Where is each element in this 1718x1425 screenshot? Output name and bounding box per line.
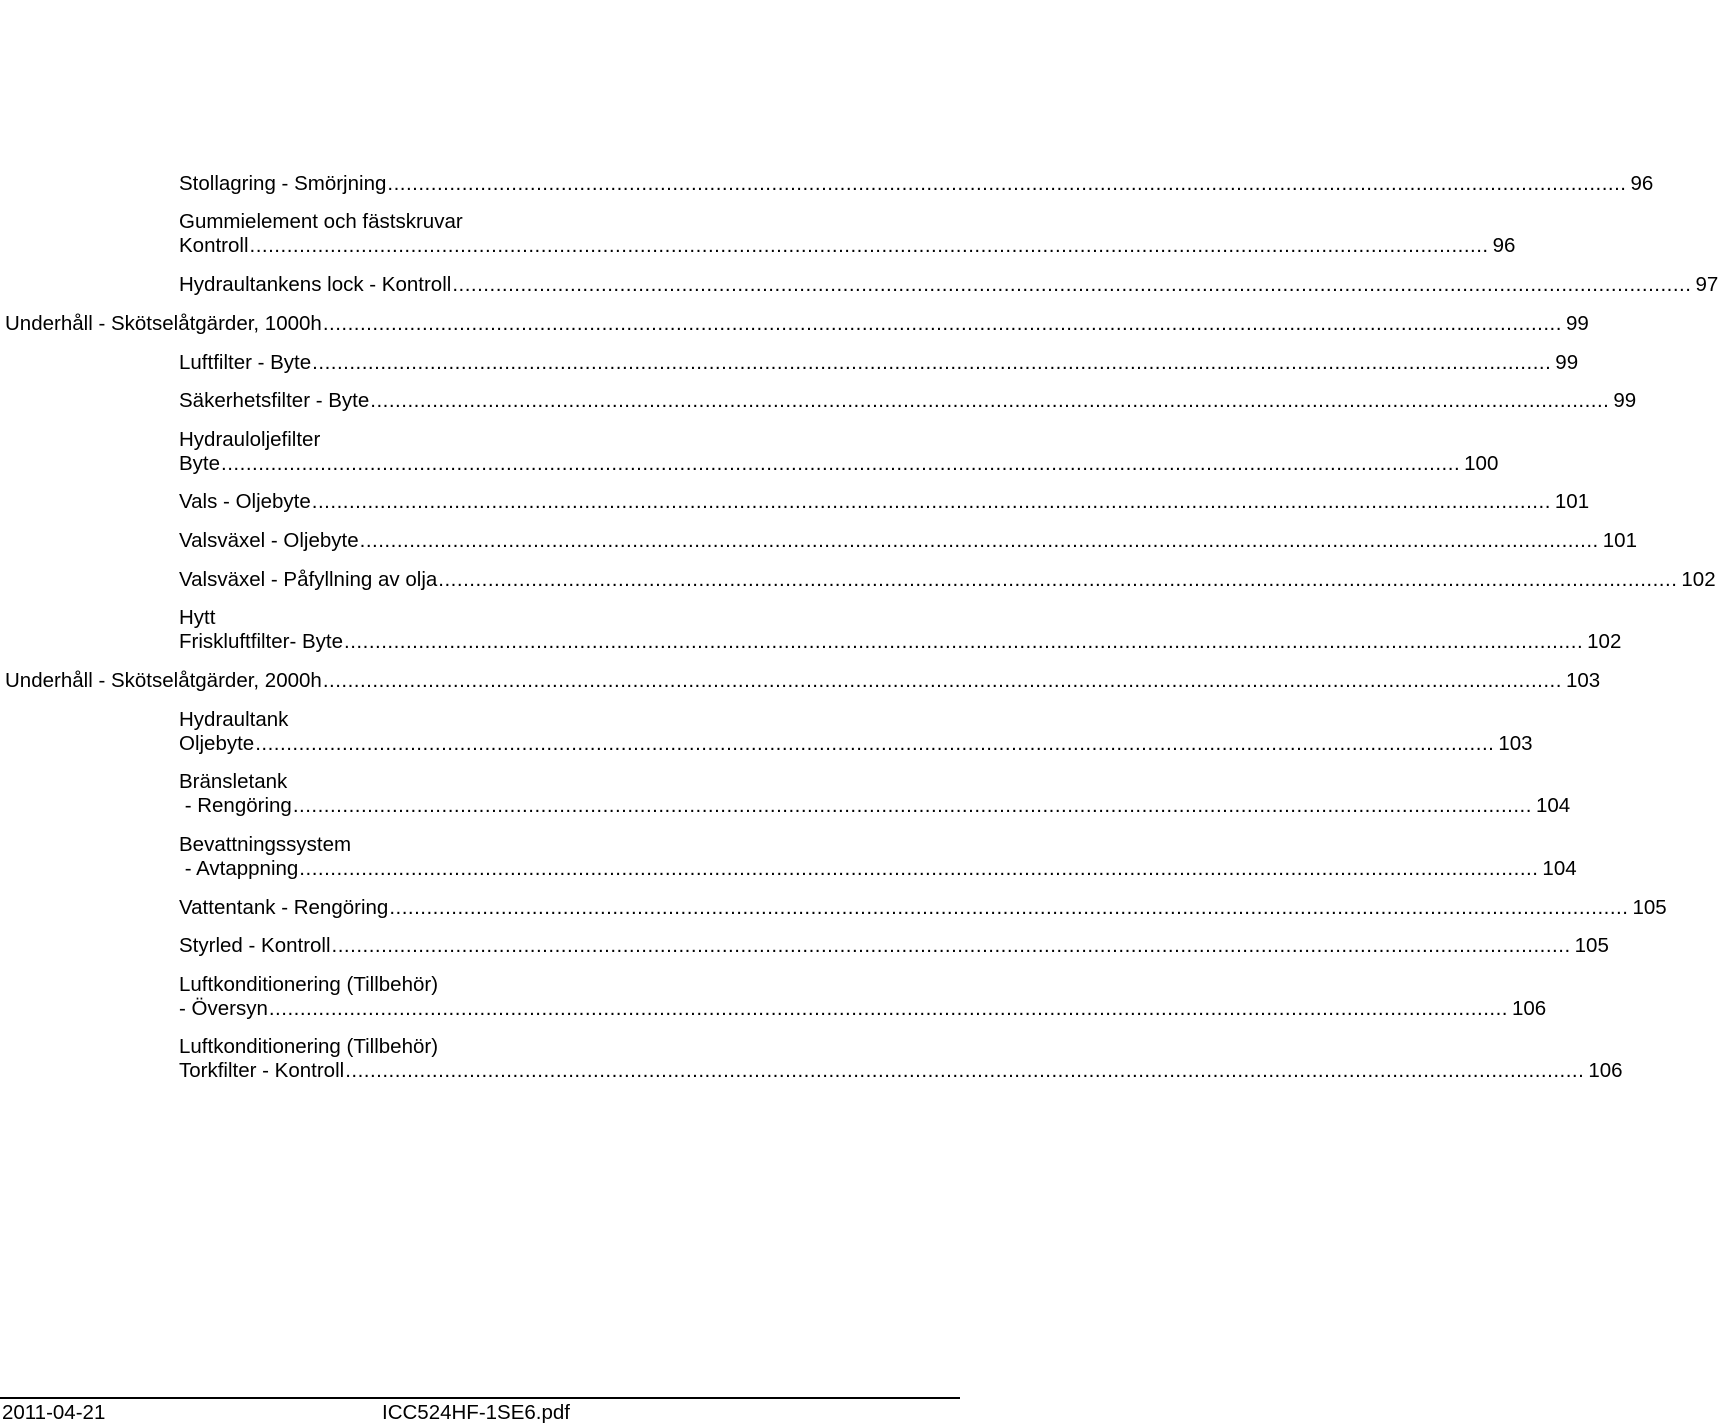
dot-leader: ........................................................................................................................................................................................................ [221, 452, 1461, 475]
toc-entry-heading: Luftkonditionering (Tillbehör) [179, 973, 439, 996]
toc-entry[interactable] [179, 896, 1667, 920]
toc-entry[interactable] [179, 833, 1577, 881]
dot-leader: ........................................................................................................................................................................................................ [452, 273, 1692, 296]
toc-entry-title: Styrled - Kontroll [179, 934, 331, 957]
dot-leader: ........................................................................................................................................................................................................ [322, 669, 1562, 692]
toc-entry[interactable] [179, 389, 1637, 413]
toc-entry-heading: Gummielement och fästskruvar [179, 210, 463, 233]
dot-leader: ........................................................................................................................................................................................................ [312, 351, 1552, 374]
toc-entry-title: Valsväxel - Påfyllning av olja [179, 568, 438, 591]
toc-entry[interactable] [179, 172, 1654, 196]
toc-entry-page-number: 96 [1630, 172, 1654, 195]
toc-entry-title: Oljebyte [179, 732, 255, 755]
toc-entry[interactable] [179, 428, 1499, 476]
toc-entry[interactable] [179, 529, 1637, 553]
toc-entry-page-number: 100 [1464, 452, 1499, 475]
toc-entry-title: Vattentank - Rengöring [179, 896, 389, 919]
toc-entry-page-number: 105 [1574, 934, 1609, 957]
toc-entry-page-number: 103 [1565, 669, 1601, 692]
dot-leader: ........................................................................................................................................................................................................ [299, 857, 1539, 880]
toc-entry[interactable] [5, 669, 1601, 693]
toc-entry-page-number: 97 [1695, 273, 1718, 296]
toc-entry-page-number: 104 [1535, 794, 1571, 817]
toc-entry-page-number: 101 [1554, 490, 1590, 513]
toc-entry-title: - Översyn [179, 997, 268, 1020]
dot-leader: ........................................................................................................................................................................................................ [255, 732, 1495, 755]
toc-entry-page-number: 104 [1542, 857, 1577, 880]
toc-entry-title: Säkerhetsfilter - Byte [179, 389, 370, 412]
toc-entry-page-number: 96 [1492, 234, 1516, 257]
dot-leader: ........................................................................................................................................................................................................ [292, 794, 1532, 817]
toc-entry[interactable] [179, 973, 1547, 1021]
toc-entry-title: Friskluftfilter- Byte [179, 630, 344, 653]
dot-leader: ........................................................................................................................................................................................................ [389, 896, 1629, 919]
toc-entry-heading: Bränsletank [179, 770, 288, 793]
toc-entry-title: Valsväxel - Oljebyte [179, 529, 359, 552]
dot-leader: ........................................................................................................................................................................................................ [359, 529, 1599, 552]
dot-leader: ........................................................................................................................................................................................................ [438, 568, 1678, 591]
toc-entry[interactable] [179, 351, 1579, 375]
footer-date: 2011-04-21 [2, 1401, 106, 1424]
toc-entry-page-number: 102 [1681, 568, 1716, 591]
dot-leader: ........................................................................................................................................................................................................ [311, 490, 1551, 513]
toc-entry-title: - Rengöring [179, 794, 292, 817]
toc-entry-page-number: 103 [1498, 732, 1533, 755]
toc-entry-title: Luftfilter - Byte [179, 351, 312, 374]
toc-entry-title: Hydraultankens lock - Kontroll [179, 273, 452, 296]
toc-entry-page-number: 99 [1565, 312, 1589, 335]
dot-leader: ........................................................................................................................................................................................................ [387, 172, 1627, 195]
toc-entry-title: Vals - Oljebyte [179, 490, 311, 513]
dot-leader: ........................................................................................................................................................................................................ [268, 997, 1508, 1020]
toc-entry-title: Underhåll - Skötselåtgärder, 2000h [5, 669, 322, 692]
toc-entry-title: Torkfilter - Kontroll [179, 1059, 345, 1082]
toc-entry-heading: Luftkonditionering (Tillbehör) [179, 1035, 439, 1058]
toc-entry[interactable] [179, 934, 1609, 958]
toc-entry-page-number: 106 [1588, 1059, 1623, 1082]
toc-entry-heading: Hydrauloljefilter [179, 428, 321, 451]
footer-document-name: ICC524HF-1SE6.pdf [382, 1401, 571, 1424]
page-footer [0, 1397, 960, 1424]
toc-entry[interactable] [179, 568, 1716, 592]
toc-entry-heading: Hydraultank [179, 708, 289, 731]
toc-entry-title: Byte [179, 452, 221, 475]
dot-leader: ........................................................................................................................................................................................................ [345, 1059, 1585, 1082]
dot-leader: ........................................................................................................................................................................................................ [344, 630, 1584, 653]
toc-entry[interactable] [5, 312, 1589, 336]
dot-leader: ........................................................................................................................................................................................................ [370, 389, 1610, 412]
dot-leader: ........................................................................................................................................................................................................ [322, 312, 1562, 335]
toc-entry-heading: Bevattningssystem [179, 833, 352, 856]
toc-entry-title: - Avtappning [179, 857, 299, 880]
toc-entry[interactable] [179, 273, 1718, 297]
toc-entry[interactable] [179, 490, 1590, 514]
toc-entry[interactable] [179, 708, 1533, 756]
toc-entry-title: Underhåll - Skötselåtgärder, 1000h [5, 312, 322, 335]
toc-entry[interactable] [179, 606, 1622, 654]
dot-leader: ........................................................................................................................................................................................................ [249, 234, 1489, 257]
toc-entry-page-number: 101 [1602, 529, 1637, 552]
toc-entry[interactable] [179, 1035, 1623, 1083]
toc-entry[interactable] [179, 770, 1571, 818]
toc-entry-page-number: 102 [1587, 630, 1622, 653]
toc-entry-heading: Hytt [179, 606, 216, 629]
dot-leader: ........................................................................................................................................................................................................ [331, 934, 1571, 957]
toc-entry[interactable] [179, 210, 1516, 258]
toc-entry-page-number: 99 [1613, 389, 1637, 412]
toc-entry-page-number: 99 [1555, 351, 1579, 374]
toc-entry-page-number: 106 [1511, 997, 1547, 1020]
toc-entry-title: Kontroll [179, 234, 249, 257]
toc-entry-title: Stollagring - Smörjning [179, 172, 387, 195]
toc-entry-page-number: 105 [1632, 896, 1667, 919]
